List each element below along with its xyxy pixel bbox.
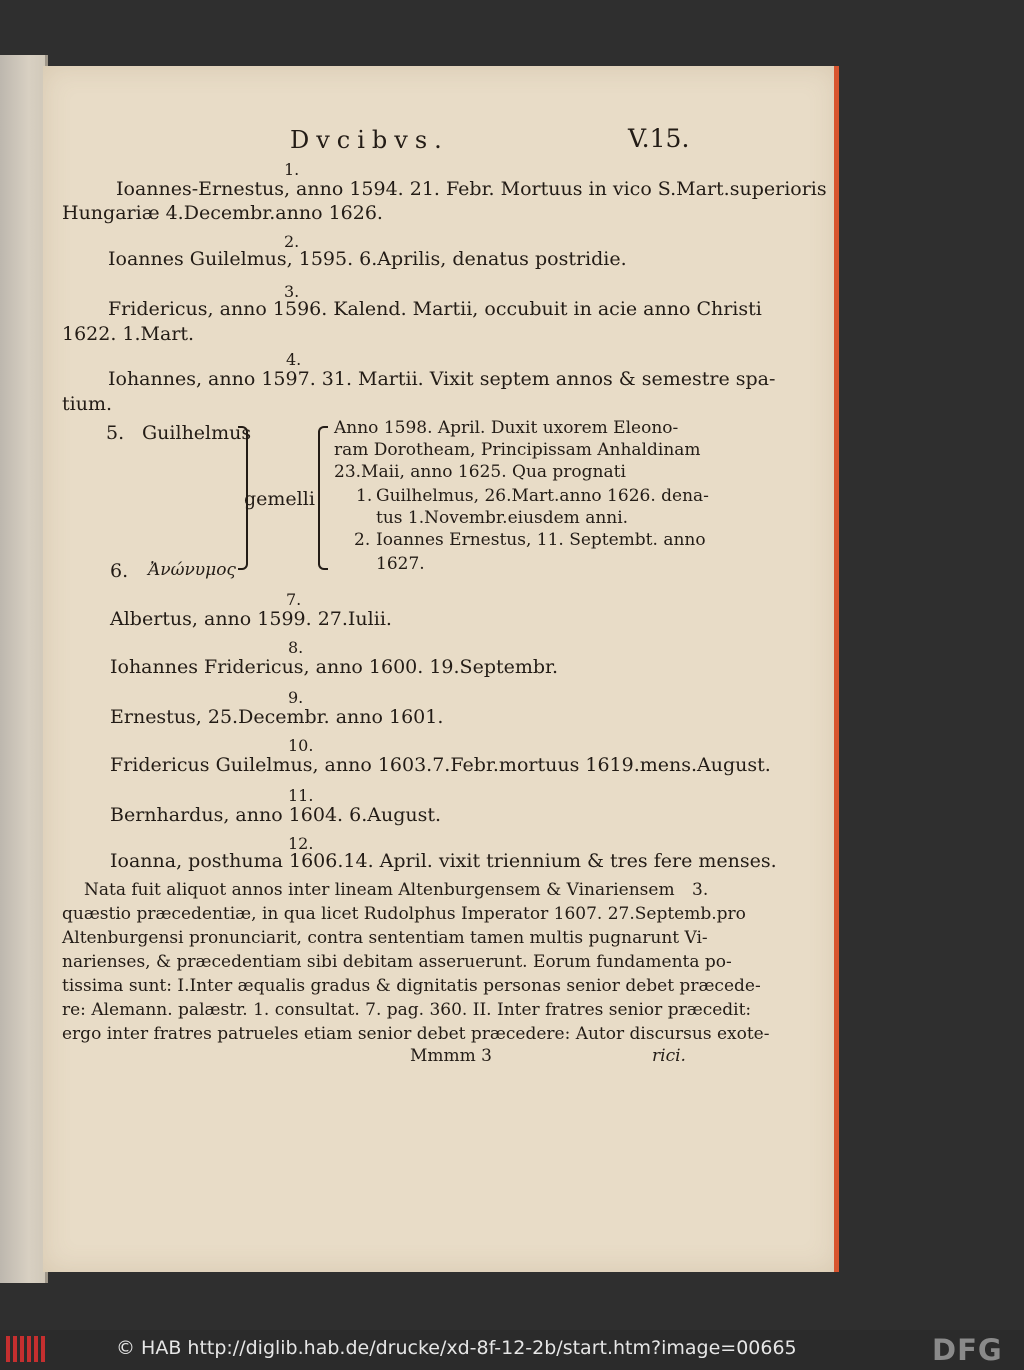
twin-middle-label: gemelli [244, 488, 315, 510]
entry-line: Iohannes, anno 1597. 31. Martii. Vixit septem annos & semestre spa- [108, 368, 776, 390]
twin-number: 5. [106, 422, 125, 444]
entry-line: Albertus, anno 1599. 27.Iulii. [110, 608, 392, 630]
page-red-edge [834, 66, 839, 1272]
paragraph-line: Nata fuit aliquot annos inter lineam Altenburgensem & Vinariensem [84, 880, 675, 900]
entry-line: Ernestus, 25.Decembr. anno 1601. [110, 706, 444, 728]
paragraph-line: re: Alemann. palæstr. 1. consultat. 7. pag. 360. II. Inter fratres senior præcedit: [62, 1000, 752, 1020]
entry-number: 11. [288, 786, 314, 805]
paragraph-line: Altenburgensi pronunciarit, contra sententiam tamen multis pugnarunt Vi- [62, 928, 708, 948]
paragraph-line: narienses, & præcedentiam sibi debitam asseruerunt. Eorum fundamenta po- [62, 952, 732, 972]
child-line: 1627. [376, 554, 425, 574]
entry-line: Bernhardus, anno 1604. 6.August. [110, 804, 442, 826]
entry-line: Ioanna, posthuma 1606.14. April. vixit triennium & tres fere menses. [110, 850, 777, 872]
right-brace [318, 426, 328, 570]
paragraph-line: quæstio præcedentiæ, in qua licet Rudolphus Imperator 1607. 27.Septemb.pro [62, 904, 746, 924]
entry-line: Fridericus Guilelmus, anno 1603.7.Febr.mortuus 1619.mens.August. [110, 754, 771, 776]
entry-number: 7. [286, 590, 302, 609]
running-head-signature: V.15. [628, 124, 690, 153]
entry-number: 8. [288, 638, 304, 657]
child-line: Guilhelmus, 26.Mart.anno 1626. dena- [376, 486, 709, 506]
twin-note-line: ram Dorotheam, Principissam Anhaldinam [334, 440, 701, 460]
entry-line: Fridericus, anno 1596. Kalend. Martii, occubuit in acie anno Christi [108, 298, 762, 320]
entry-line: Ioannes-Ernestus, anno 1594. 21. Febr. Mortuus in vico S.Mart.superioris [116, 178, 827, 200]
viewer-footer [0, 1330, 1024, 1370]
paragraph-line: ergo inter fratres patrueles etiam senior debet præcedere: Autor discursus exote- [62, 1024, 770, 1044]
entry-number: 1. [284, 160, 300, 179]
twin-number: 6. [110, 560, 129, 582]
entry-number: 10. [288, 736, 314, 755]
entry-number: 2. [284, 232, 300, 251]
entry-line: 1622. 1.Mart. [62, 323, 195, 345]
entry-line: Iohannes Fridericus, anno 1600. 19.Septembr. [110, 656, 559, 678]
running-head-title: Dvcibvs. [290, 126, 449, 154]
twin-name: Guilhelmus [142, 422, 252, 444]
twin-name: Ἀνώνυμος [148, 560, 236, 580]
dfg-logo: DFG [932, 1333, 1003, 1367]
entry-number: 4. [286, 350, 302, 369]
facing-page-edge [0, 55, 48, 1283]
entry-line: tium. [62, 393, 113, 415]
twin-note-line: Anno 1598. April. Duxit uxorem Eleono- [334, 418, 679, 438]
entry-number: 9. [288, 688, 304, 707]
child-line: tus 1.Novembr.eiusdem anni. [376, 508, 629, 528]
twin-note-line: 23.Maii, anno 1625. Qua prognati [334, 462, 626, 482]
hab-logo-icon [4, 1334, 46, 1364]
entry-number: 3. [284, 282, 300, 301]
child-number: 1. [356, 486, 373, 506]
copyright-link[interactable]: © HAB http://diglib.hab.de/drucke/xd-8f-12-2b/start.htm?image=00665 [116, 1337, 797, 1359]
paragraph-line: tissima sunt: I.Inter æqualis gradus & dignitatis personas senior debet præcede- [62, 976, 761, 996]
marginal-number: 3. [692, 880, 709, 900]
entry-number: 12. [288, 834, 314, 853]
entry-line: Ioannes Guilelmus, 1595. 6.Aprilis, denatus postridie. [108, 248, 627, 270]
catchword: rici. [652, 1046, 686, 1066]
child-number: 2. [354, 530, 371, 550]
signature-mark: Mmmm 3 [410, 1046, 492, 1066]
child-line: Ioannes Ernestus, 11. Septembt. anno [376, 530, 706, 550]
entry-line: Hungariæ 4.Decembr.anno 1626. [62, 202, 383, 224]
